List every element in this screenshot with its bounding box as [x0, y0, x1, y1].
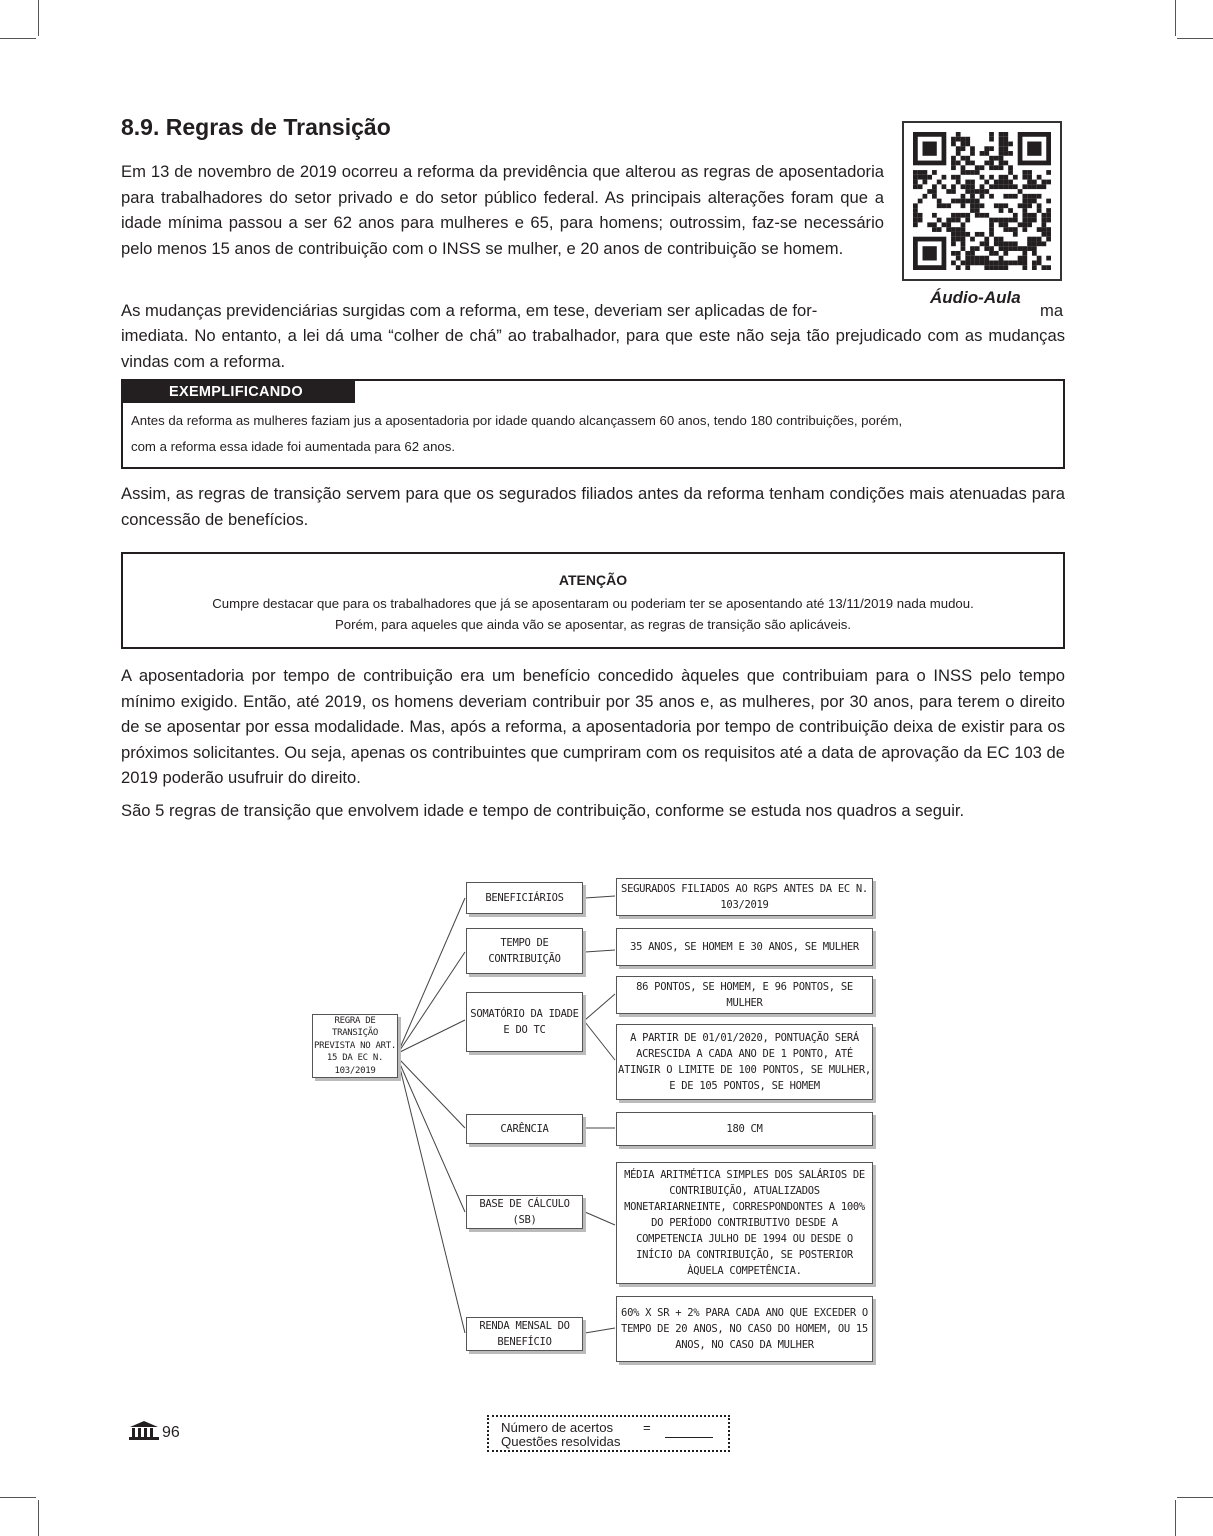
reform-paragraph: imediata. No entanto, a lei dá uma “colher de chá” ao trabalhador, para que este não seja tão prejudicado com as mudanças vindas com a reforma. [121, 326, 1065, 371]
diagram-value-box: A PARTIR DE 01/01/2020, PONTUAÇÃO SERÁ ACRESCIDA A CADA ANO DE 1 PONTO, ATÉ ATINGIR O LIMITE DE 100 PONTOS, SE MULHER, E DE 105 PONTOS, SE HOMEM [616, 1024, 873, 1100]
connector-line [400, 952, 465, 1050]
reform-paragraph-line1-end: ma [1040, 301, 1064, 320]
score-box [487, 1415, 730, 1452]
connector-line [585, 950, 615, 952]
connector-line [585, 896, 615, 898]
atencao-text [123, 593, 1063, 635]
connector-line [585, 1212, 615, 1225]
publisher-logo-icon [128, 1420, 160, 1440]
diagram-root-box: REGRA DE TRANSIÇÃO PREVISTA NO ART. 15 DA EC N. 103/2019 [312, 1014, 398, 1078]
diagram-category-box: BASE DE CÁLCULO (SB) [466, 1195, 583, 1229]
atencao-title: ATENÇÃO [558, 572, 628, 588]
diagram-category-box: BENEFICIÁRIOS [466, 882, 583, 914]
connector-line [400, 898, 465, 1048]
crop-mark [1175, 1500, 1176, 1536]
exemplificando-line: Antes da reforma as mulheres faziam jus a aposentadoria por idade quando alcançassem 60 anos, tendo 180 contribuições, porém, [131, 413, 903, 428]
diagram-category-box: SOMATÓRIO DA IDADE E DO TC [466, 992, 583, 1052]
crop-mark [0, 1497, 36, 1498]
diagram-category-box: RENDA MENSAL DO BENEFÍCIO [466, 1317, 583, 1351]
exemplificando-box [121, 379, 1065, 469]
connector-line [400, 1064, 465, 1212]
crop-mark [1175, 0, 1176, 36]
reform-paragraph-line1: As mudanças previdenciárias surgidas com a reforma, em tese, deveriam ser aplicadas de for- [121, 301, 818, 320]
exemplificando-text [131, 408, 1051, 460]
diagram-value-box: 180 CM [616, 1112, 873, 1146]
connector-line [400, 1060, 465, 1128]
diagram-value-box: SEGURADOS FILIADOS AO RGPS ANTES DA EC N. 103/2019 [616, 878, 873, 916]
section-title: 8.9. Regras de Transição [121, 114, 391, 140]
exemplificando-label: EXEMPLIFICANDO [123, 381, 355, 403]
transition-rule-diagram [300, 870, 890, 1370]
diagram-value-box: 86 PONTOS, SE HOMEM, E 96 PONTOS, SE MULHER [616, 976, 873, 1014]
crop-mark [1177, 38, 1213, 39]
diagram-value-box: 60% X SR + 2% PARA CADA ANO QUE EXCEDER O TEMPO DE 20 ANOS, NO CASO DO HOMEM, OU 15 ANOS, NO CASO DA MULHER [616, 1296, 873, 1362]
score-label-correct: Número de acertos [501, 1420, 614, 1435]
diagram-category-box: TEMPO DE CONTRIBUIÇÃO [466, 928, 583, 974]
crop-mark [38, 0, 39, 36]
connector-line [400, 1068, 465, 1333]
diagram-category-box: CARÊNCIA [466, 1114, 583, 1144]
intro-paragraph: Em 13 de novembro de 2019 ocorreu a reforma da previdência que alterou as regras de aposentadoria para trabalhadores do setor privado e do setor público federal. As principais alterações foram que a idade mínima passou a ser 62 anos para mulheres e 65, para homens; outrossim, faz-se necessário pelo menos 15 anos de contribuição com o INSS se mulher, e 20 anos de contribuição se homem. [121, 162, 884, 258]
page-number: 96 [162, 1424, 180, 1441]
connector-line [585, 994, 615, 1020]
qr-code-icon [913, 132, 1051, 270]
crop-mark [0, 38, 36, 39]
contribution-time-paragraph: A aposentadoria por tempo de contribuição era um benefício concedido àqueles que contribuiam para o INSS pelo tempo mínimo exigido. Então, até 2019, os homens deveriam contribuir por 35 anos e, as mulheres, por 30 anos, para terem o direito de se aposentar por essa modalidade. Mas, após a reforma, a aposentadoria por tempo de contribuição deixa de existir para os próximos solicitantes. Ou seja, apenas os contribuintes que cumpriram com os requisitos até a data de aprovação da EC 103 de 2019 poderão usufruir do direito. [121, 666, 1065, 787]
exemplificando-line: com a reforma essa idade foi aumentada para 62 anos. [131, 439, 456, 454]
qr-code[interactable] [902, 121, 1062, 281]
diagram-value-box: MÉDIA ARITMÉTICA SIMPLES DOS SALÁRIOS DE CONTRIBUIÇÃO, ATUALIZADOS MONETARIARNEINTE, CORRESPONDONTES A 100% DO PERÍODO CONTRIBUTIVO DESDE A COMPETENCIA JULHO DE 1994 OU DESDE O INÍCIO DA CONTRIBUIÇÃO, SE POSTERIOR ÀQUELA COMPETÊNCIA. [616, 1162, 873, 1284]
atencao-line: Cumpre destacar que para os trabalhadores que já se aposentaram ou poderiam ter se aposentando até 13/11/2019 nada mudou. [212, 596, 974, 611]
transition-paragraph: Assim, as regras de transição servem para que os segurados filiados antes da reforma tenham condições mais atenuadas para concessão de benefícios. [121, 484, 1065, 529]
score-fraction-line [665, 1437, 713, 1438]
score-equals: = [643, 1420, 651, 1435]
diagram-value-box: 35 ANOS, SE HOMEM E 30 ANOS, SE MULHER [616, 928, 873, 966]
atencao-line: Porém, para aqueles que ainda vão se aposentar, as regras de transição são aplicáveis. [334, 617, 852, 632]
score-label-resolved: Questões resolvidas [501, 1434, 621, 1449]
connector-line [585, 1328, 615, 1333]
rules-count-paragraph: São 5 regras de transição que envolvem idade e tempo de contribuição, conforme se estuda nos quadros a seguir. [121, 801, 965, 820]
audio-aula-caption: Áudio-Aula [930, 288, 1021, 307]
crop-mark [38, 1500, 39, 1536]
crop-mark [1177, 1497, 1213, 1498]
connector-line [585, 1022, 615, 1060]
atencao-box [121, 552, 1065, 649]
